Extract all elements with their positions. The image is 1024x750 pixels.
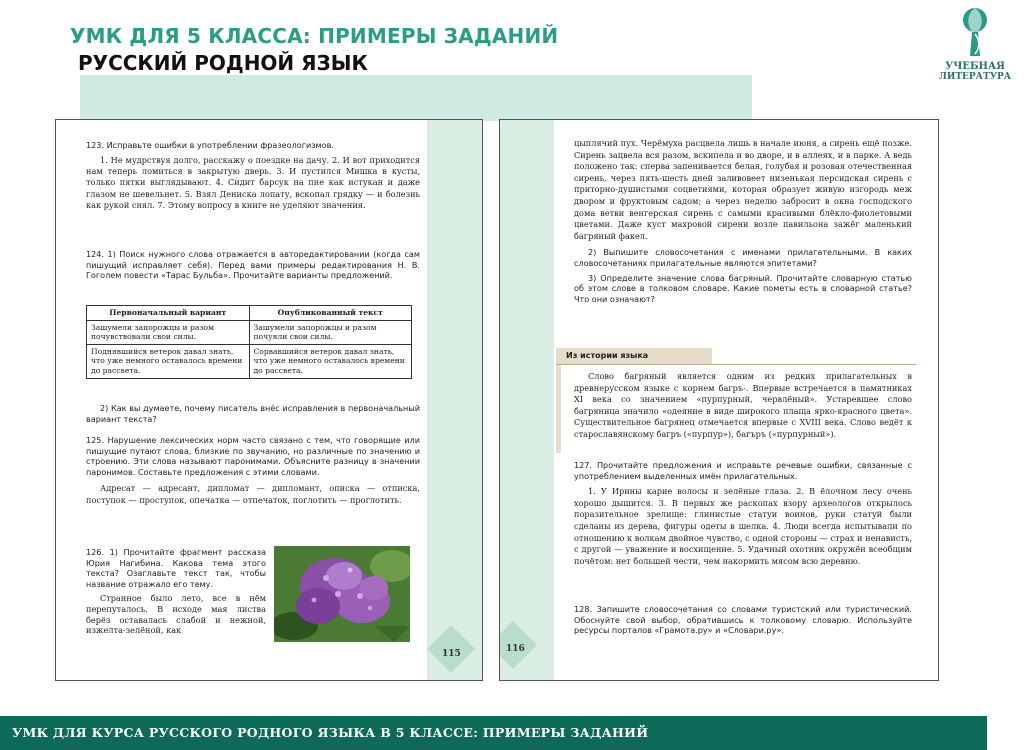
- table-row: [87, 320, 412, 344]
- page-number: 115: [442, 649, 461, 659]
- slide-subtitle: РУССКИЙ РОДНОЙ ЯЗЫК: [78, 51, 368, 75]
- exercise-126-text: Странное было лето, все в нём перепуталось. В исходе мая листва берёз оставалась слабой и нежной, изжелта-зелёной, как: [86, 593, 266, 636]
- table-header: Первоначальный вариант: [87, 306, 250, 321]
- exercise-128-title: 128. Запишите словосочетания со словами туристский или туристический. Обоснуйте свой выбор, обратившись к толковому словарю. Используйте ресурсы порталов «Грамота.ру» и «Словари.ру».: [574, 604, 912, 636]
- textbook-page-left: [55, 119, 483, 681]
- exercise-127-text: 1. У Ирины карие волосы и зелёные глаза. 2. В ёлочном лесу очень хорошо дышится. 3. В первых же раскопах взору археологов открылось поразительное зрелище: глинистые статуи воинов, руки статуй были сделаны из дерева, фигуры одеты в шелка. 4. Люди всегда испытывали по отношению к волкам двойное чувство, с одной стороны — страх и ненависть, с другой — уважение и восхищение. 5. Удачный охотник окружён всеобщим почётом: нет большей чести, чем накормить мясом всю деревню.: [574, 486, 912, 566]
- header-band: [80, 75, 752, 121]
- exercise-124-title: 124. 1) Поиск нужного слова отражается в авторедактировании (когда сам пишущий исправляет себя). Перед вами примеры редактирования Н. В. Гоголем повести «Тарас Бульба». Прочитайте варианты предложений.: [86, 249, 420, 281]
- exercise-126-question-2: 2) Выпишите словосочетания с именами прилагательными. В каких словосочетаниях прилагательные являются эпитетами?: [574, 247, 912, 268]
- exercise-124-question-2: 2) Как вы думаете, почему писатель внёс исправления в первоначальный вариант текста?: [86, 403, 420, 424]
- table-header: Опубликованный текст: [249, 306, 412, 321]
- logo-line1: УЧЕБНАЯ: [945, 61, 1005, 72]
- table-cell: Зашумели запорожцы и разом почуяли свои силы.: [249, 320, 412, 344]
- exercise-127-title: 127. Прочитайте предложения и исправьте речевые ошибки, связанные с употреблением выделенных имён прилагательных.: [574, 460, 912, 481]
- exercise-125-title: 125. Нарушение лексических норм часто связано с тем, что говорящие или пишущие путают слова, близкие по звучанию, но различные по значению и строению. Эти слова называют паронимами. Объясните разницу в значении паронимов. Составьте предложения с этими словами.: [86, 435, 420, 477]
- page-margin-strip: [427, 120, 482, 680]
- slide-title: УМК ДЛЯ 5 КЛАССА: ПРИМЕРЫ ЗАДАНИЙ: [70, 24, 559, 48]
- table-cell: Зашумели запорожцы и разом почувствовали свои силы.: [87, 320, 250, 344]
- editing-table: [86, 305, 412, 379]
- exercise-123-title: 123. Исправьте ошибки в употреблении фразеологизмов.: [86, 140, 334, 150]
- history-marker: [556, 365, 561, 453]
- table-cell: Поднявшийся ветерок давал знать, что уже немного оставалось времени до рассвета.: [87, 344, 250, 378]
- footer-text: УМК ДЛЯ КУРСА РУССКОГО РОДНОГО ЯЗЫКА В 5 КЛАССЕ: ПРИМЕРЫ ЗАДАНИЙ: [12, 725, 649, 740]
- exercise-126-title: 126. 1) Прочитайте фрагмент рассказа Юрия Нагибина. Какова тема этого текста? Озаглавьте текст так, чтобы название отражало его тему.: [86, 547, 266, 589]
- history-heading: Из истории языка: [556, 348, 712, 364]
- page-number: 116: [506, 644, 525, 654]
- logo-line2: ЛИТЕРАТУРА: [938, 72, 1012, 82]
- table-cell: Сорвавшийся ветерок давал знать, что уже немного оставалось времени до рассвета.: [249, 344, 412, 378]
- table-row: [87, 344, 412, 378]
- exercise-125-words: Адресат — адресант, дипломат — дипломант, описка — отписка, поступок — проступок, опечатка — отпечаток, поглотить — проглотить.: [86, 483, 420, 505]
- history-text: Слово багряный является одним из редких прилагательных в древнерусском языке с корнем багръ-. Впервые встречается в памятниках XI века со значением «пурпурный, червлёный». Устаревшее слово багряница значило «одеяние в виде широкого плаща ярко-красного цвета». Существительное багрянец отмечается впервые с XVIII века. Слово ведёт к старославянскому багръ («пурпур»), багъръ («пурпурный»).: [574, 371, 912, 439]
- footer-bar: [0, 716, 987, 750]
- lilac-photo: [274, 546, 410, 642]
- exercise-123-text: 1. Не мудрствуя долго, расскажу о поездке на дачу. 2. И вот приходится нам теперь ломиться в закрытую дверь. 3. И пустился Мишка в кусты, только пятки выглядывают. 4. Сидит барсук на пне как истукан и даже глазом не шевельнет. 5. Взял Дениска лопату, вскопал грядку — и болезнь как рукой снял. 7. Этому вопросу в книге не уделяют значения.: [86, 154, 420, 211]
- history-divider: [556, 364, 916, 365]
- publisher-logo-text: [936, 62, 1014, 82]
- exercise-126-continuation: цыплячий пух. Черёмуха расцвела лишь в начале июня, а сирень ещё позже. Сирень зацвела вся разом, вскипела и во дворе, и в аллеях, и в парке. А ведь положено так: сперва запенивается белая, голубая и розовая отечественная сирень, через пять-шесть дней заливовеет низенькая персидская сирень с приторно-душистыми соцветиями, которая образует живую изгородь меж двором и фруктовым садом; а через неделю забросит в окна господского дома ветви венгерская сирень с самыми красивыми блёкло-фиолетовыми цветами. Даже куст махровой сирени возле павильона зажёг маленький багряный факел.: [574, 138, 912, 241]
- exercise-126-question-3: 3) Определите значение слова багряный. Прочитайте словарную статью об этом слове в толковом словаре. Какие пометы есть в словарной статье? Что они означают?: [574, 272, 912, 304]
- textbook-page-right: [499, 119, 939, 681]
- page-margin-strip: [500, 120, 554, 680]
